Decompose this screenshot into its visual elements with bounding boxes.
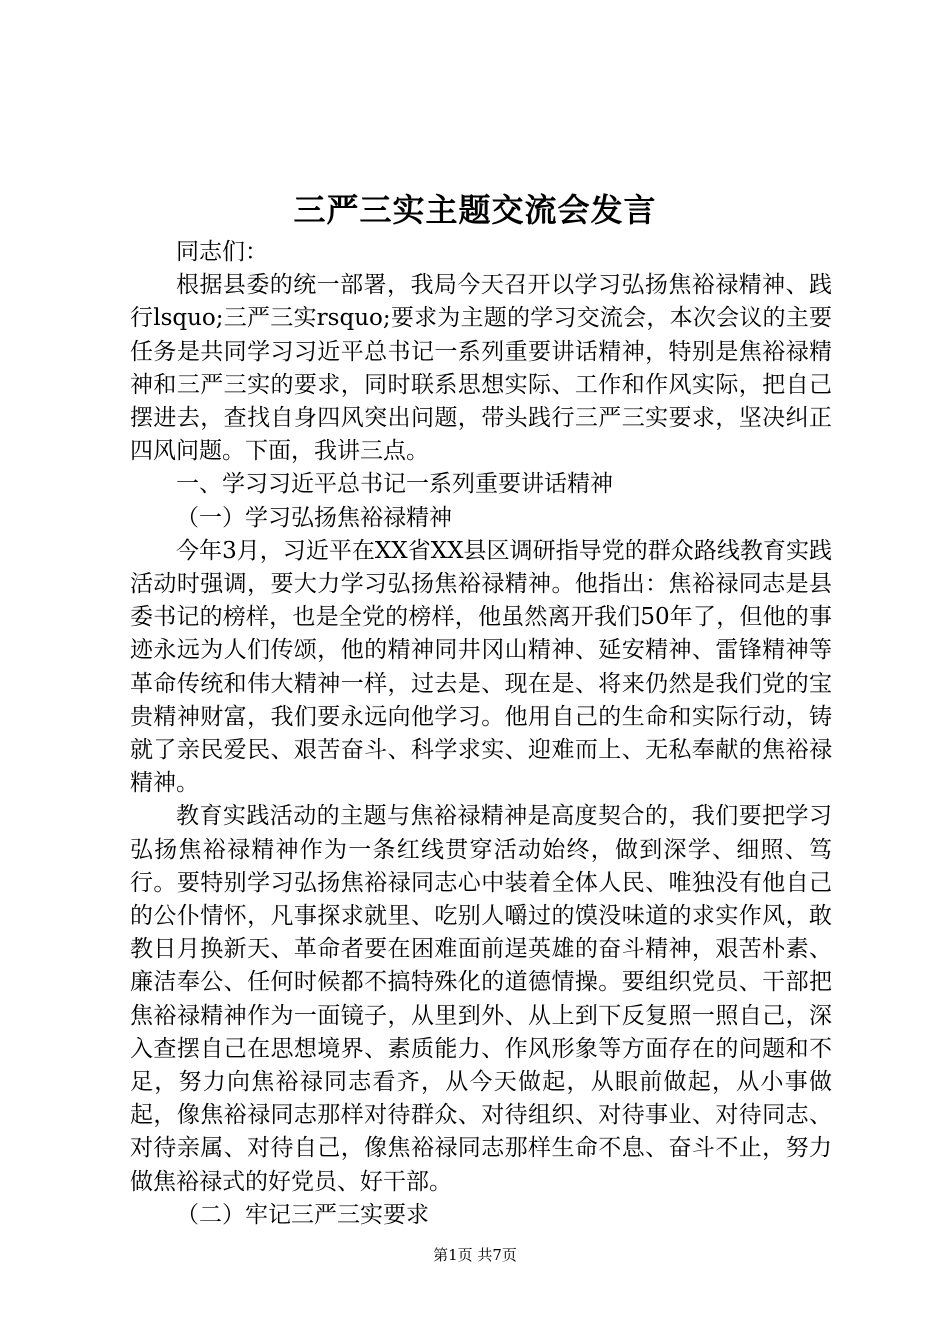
body-paragraph: 今年3月，习近平在XX省XX县区调研指导党的群众路线教育实践活动时强调，要大力学习弘扬焦裕禄精神。他指出：焦裕禄同志是县委书记的榜样，也是全党的榜样，他虽然离开我们50年了，但他的事迹永远为人们传颂，他的精神同井冈山精神、延安精神、雷锋精神等革命传统和伟大精神一样，过去是、现在是、将来仍然是我们党的宝贵精神财富，我们要永远向他学习。他用自己的生命和实际行动，铸就了亲民爱民、艰苦奋斗、科学求实、迎难而上、无私奉献的焦裕禄精神。 bbox=[130, 537, 832, 797]
subsection-heading-1: （一）学习弘扬焦裕禄精神 bbox=[176, 504, 452, 531]
greeting-paragraph: 同志们： bbox=[176, 239, 268, 265]
section-heading-1: 一、学习习近平总书记一系列重要讲话精神 bbox=[176, 471, 613, 498]
page-number-footer: 第1页 共7页 bbox=[433, 1246, 517, 1264]
document-title: 三严三实主题交流会发言 bbox=[293, 191, 657, 229]
document-body bbox=[130, 236, 832, 1232]
subsection-heading-2: （二）牢记三严三实要求 bbox=[176, 1201, 429, 1228]
intro-paragraph: 根据县委的统一部署，我局今天召开以学习弘扬焦裕禄精神、践行lsquo;三严三实rsquo;要求为主题的学习交流会，本次会议的主要任务是共同学习习近平总书记一系列重要讲话精神，特别是焦裕禄精神和三严三实的要求，同时联系思想实际、工作和作风实际，把自己摆进去，查找自身四风突出问题，带头践行三严三实要求，坚决纠正四风问题。下面，我讲三点。 bbox=[130, 272, 832, 465]
body-paragraph: 教育实践活动的主题与焦裕禄精神是高度契合的，我们要把学习弘扬焦裕禄精神作为一条红线贯穿活动始终，做到深学、细照、笃行。要特别学习弘扬焦裕禄同志心中装着全体人民、唯独没有他自己的公仆情怀，凡事探求就里、吃别人嚼过的馍没味道的求实作风，敢教日月换新天、革命者要在困难面前逞英雄的奋斗精神，艰苦朴素、廉洁奉公、任何时候都不搞特殊化的道德情操。要组织党员、干部把焦裕禄精神作为一面镜子，从里到外、从上到下反复照一照自己，深入查摆自己在思想境界、素质能力、作风形象等方面存在的问题和不足，努力向焦裕禄同志看齐，从今天做起，从眼前做起，从小事做起，像焦裕禄同志那样对待群众、对待组织、对待事业、对待同志、对待亲属、对待自己，像焦裕禄同志那样生命不息、奋斗不止，努力做焦裕禄式的好党员、好干部。 bbox=[130, 803, 832, 1195]
